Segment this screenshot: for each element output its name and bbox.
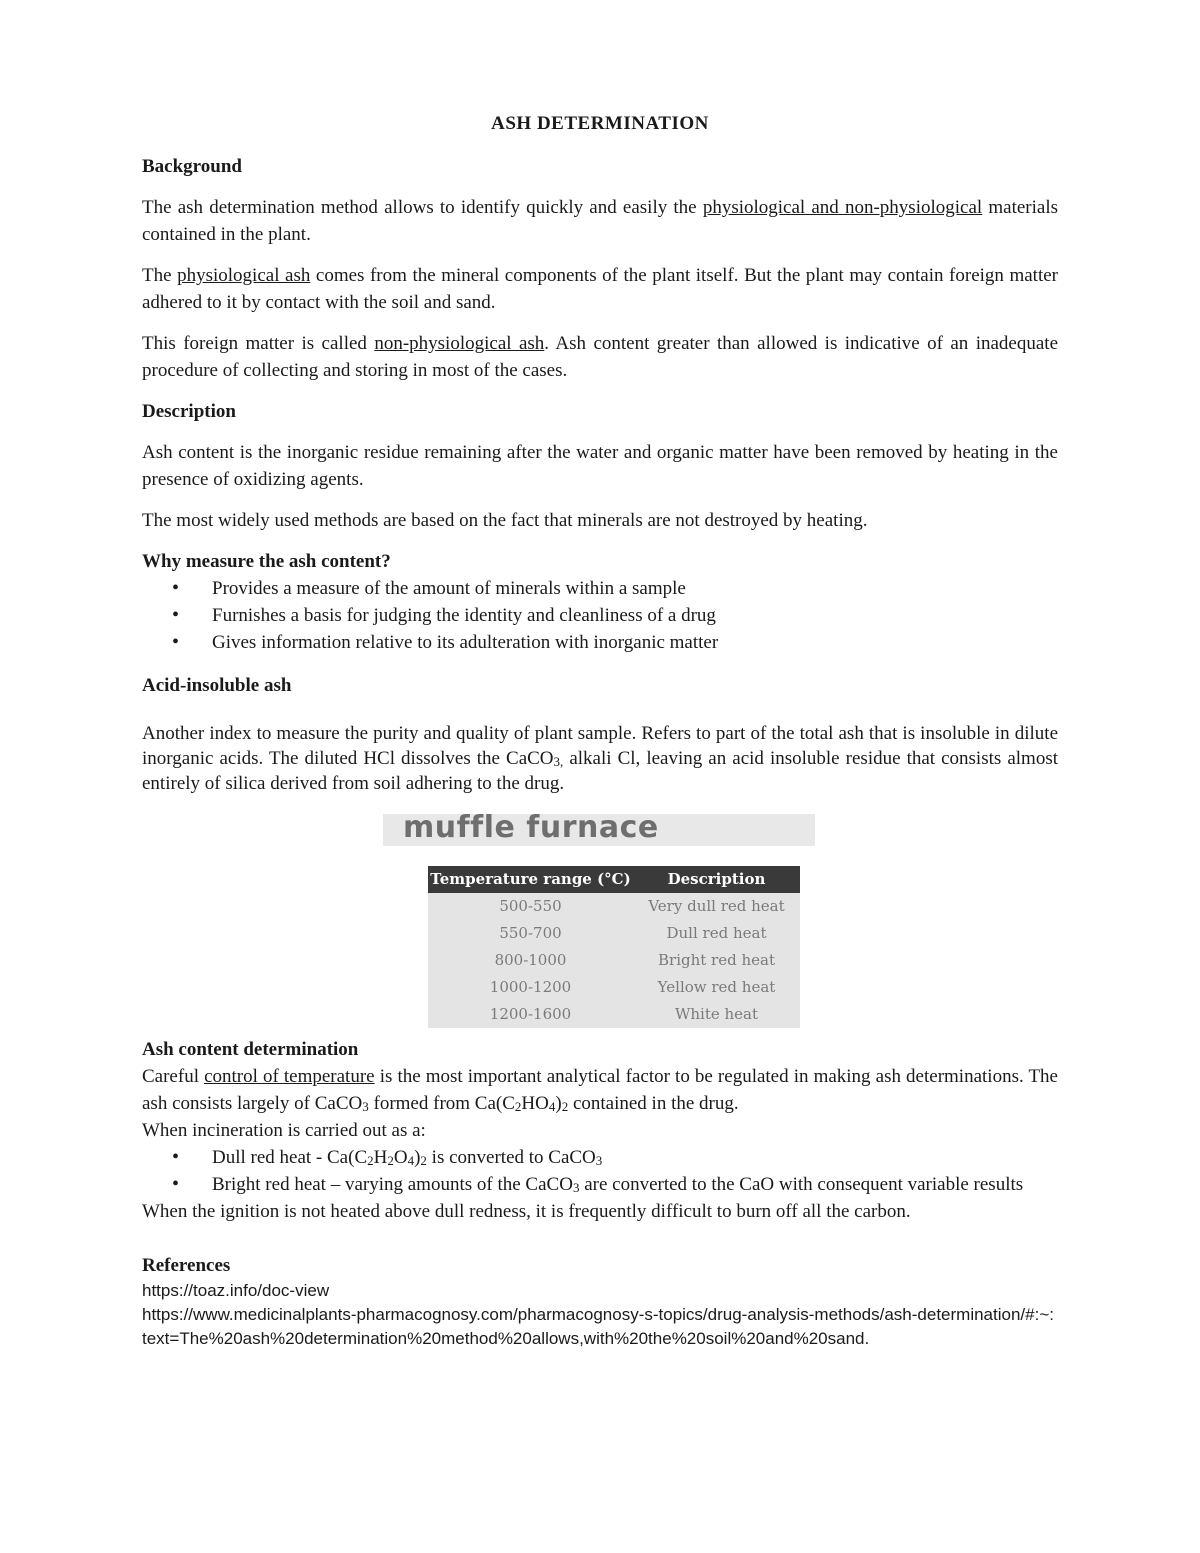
table-header-row	[428, 866, 800, 893]
description-paragraph-1: Ash content is the inorganic residue remaining after the water and organic matter have been removed by heating in the presence of oxidizing agents.	[142, 442, 1058, 490]
list-item: • Gives information relative to its adulteration with inorganic matter	[142, 629, 1058, 656]
muffle-furnace-figure	[142, 810, 1058, 1023]
why-list	[142, 575, 1058, 656]
list-item: • Provides a measure of the amount of minerals within a sample	[142, 575, 1058, 602]
references-list	[142, 1279, 1058, 1351]
table-cell: Dull red heat	[633, 920, 800, 947]
table-cell: 1200-1600	[428, 1001, 633, 1028]
table-cell: White heat	[633, 1001, 800, 1028]
background-paragraph-2: The physiological ash comes from the mineral components of the plant itself. But the plant may contain foreign matter adhered to it by contact with the soil and sand.	[142, 265, 1058, 313]
ash-content-paragraph-2: When incineration is carried out as a:	[142, 1120, 426, 1141]
temperature-table	[428, 866, 800, 1028]
non-physiological-ash-term: non-physiological ash	[374, 333, 545, 354]
table-row	[428, 1001, 800, 1028]
incineration-list	[142, 1144, 1058, 1198]
acid-insoluble-heading: Acid-insoluble ash	[142, 675, 292, 696]
background-heading: Background	[142, 156, 242, 177]
table-cell: 1000-1200	[428, 974, 633, 1001]
table-cell: 550-700	[428, 920, 633, 947]
table-row	[428, 947, 800, 974]
references-heading: References	[142, 1255, 231, 1276]
ash-content-paragraph-3: When the ignition is not heated above dull redness, it is frequently difficult to burn off all the carbon.	[142, 1201, 911, 1222]
control-of-temperature-term: control of temperature	[204, 1066, 375, 1087]
acid-insoluble-section	[142, 721, 1058, 796]
physiological-non-physiological-link: physiological and non-physiological	[702, 197, 983, 218]
document-page	[142, 110, 1058, 1351]
table-cell: Very dull red heat	[633, 893, 800, 920]
why-heading: Why measure the ash content?	[142, 551, 391, 572]
page-title: ASH DETERMINATION	[491, 113, 709, 134]
ash-content-heading: Ash content determination	[142, 1039, 359, 1060]
table-cell: Bright red heat	[633, 947, 800, 974]
description-heading: Description	[142, 401, 236, 422]
table-cell: Yellow red heat	[633, 974, 800, 1001]
table-cell: 500-550	[428, 893, 633, 920]
acid-insoluble-paragraph: Another index to measure the purity and quality of plant sample. Refers to part of the total ash that is insoluble in dilute inorganic acids. The diluted HCl dissolves the CaCO$_{3,}$ alkali Cl, leaving an acid insoluble residue that consists almost entirely of silica derived from soil adhering to the drug.	[142, 723, 1058, 794]
table-row	[428, 893, 800, 920]
banner-text: muffle furnace	[403, 810, 659, 845]
table-row	[428, 974, 800, 1001]
column-header: Temperature range (°C)	[428, 866, 633, 893]
list-item: • Dull red heat - $Ca(C_2H_2O_4)_2$ is converted to CaCO$_3$	[142, 1144, 1058, 1171]
reference-link[interactable]: https://www.medicinalplants-pharmacognosy.com/pharmacognosy-s-topics/drug-analysis-methods/ash-determination/#:~:text=The%20ash%20determination%20method%20allows,with%20the%20soil%20and%20sand.	[142, 1305, 1054, 1348]
muffle-furnace-banner	[383, 810, 815, 846]
background-paragraph-1: The ash determination method allows to identify quickly and easily the physiological and non-physiological materials contained in the plant.	[142, 197, 1059, 245]
table-row	[428, 920, 800, 947]
list-item: • Furnishes a basis for judging the identity and cleanliness of a drug	[142, 602, 1058, 629]
background-paragraph-3: This foreign matter is called non-physiological ash. Ash content greater than allowed is indicative of an inadequate procedure of collecting and storing in most of the cases.	[142, 333, 1059, 381]
column-header: Description	[633, 866, 800, 893]
description-paragraph-2: The most widely used methods are based on the fact that minerals are not destroyed by heating.	[142, 510, 868, 531]
ash-content-paragraph-1: Careful control of temperature is the most important analytical factor to be regulated in making ash determinations. The ash consists largely of CaCO$_3$ formed from $Ca(C_2HO_4)_2$ contained in the drug.	[142, 1066, 1058, 1114]
list-item: • Bright red heat – varying amounts of the CaCO$_3$ are converted to the CaO with consequent variable results	[142, 1171, 1058, 1198]
table-cell: 800-1000	[428, 947, 633, 974]
reference-link[interactable]: https://toaz.info/doc-view	[142, 1281, 330, 1300]
physiological-ash-term: physiological ash	[177, 265, 311, 286]
